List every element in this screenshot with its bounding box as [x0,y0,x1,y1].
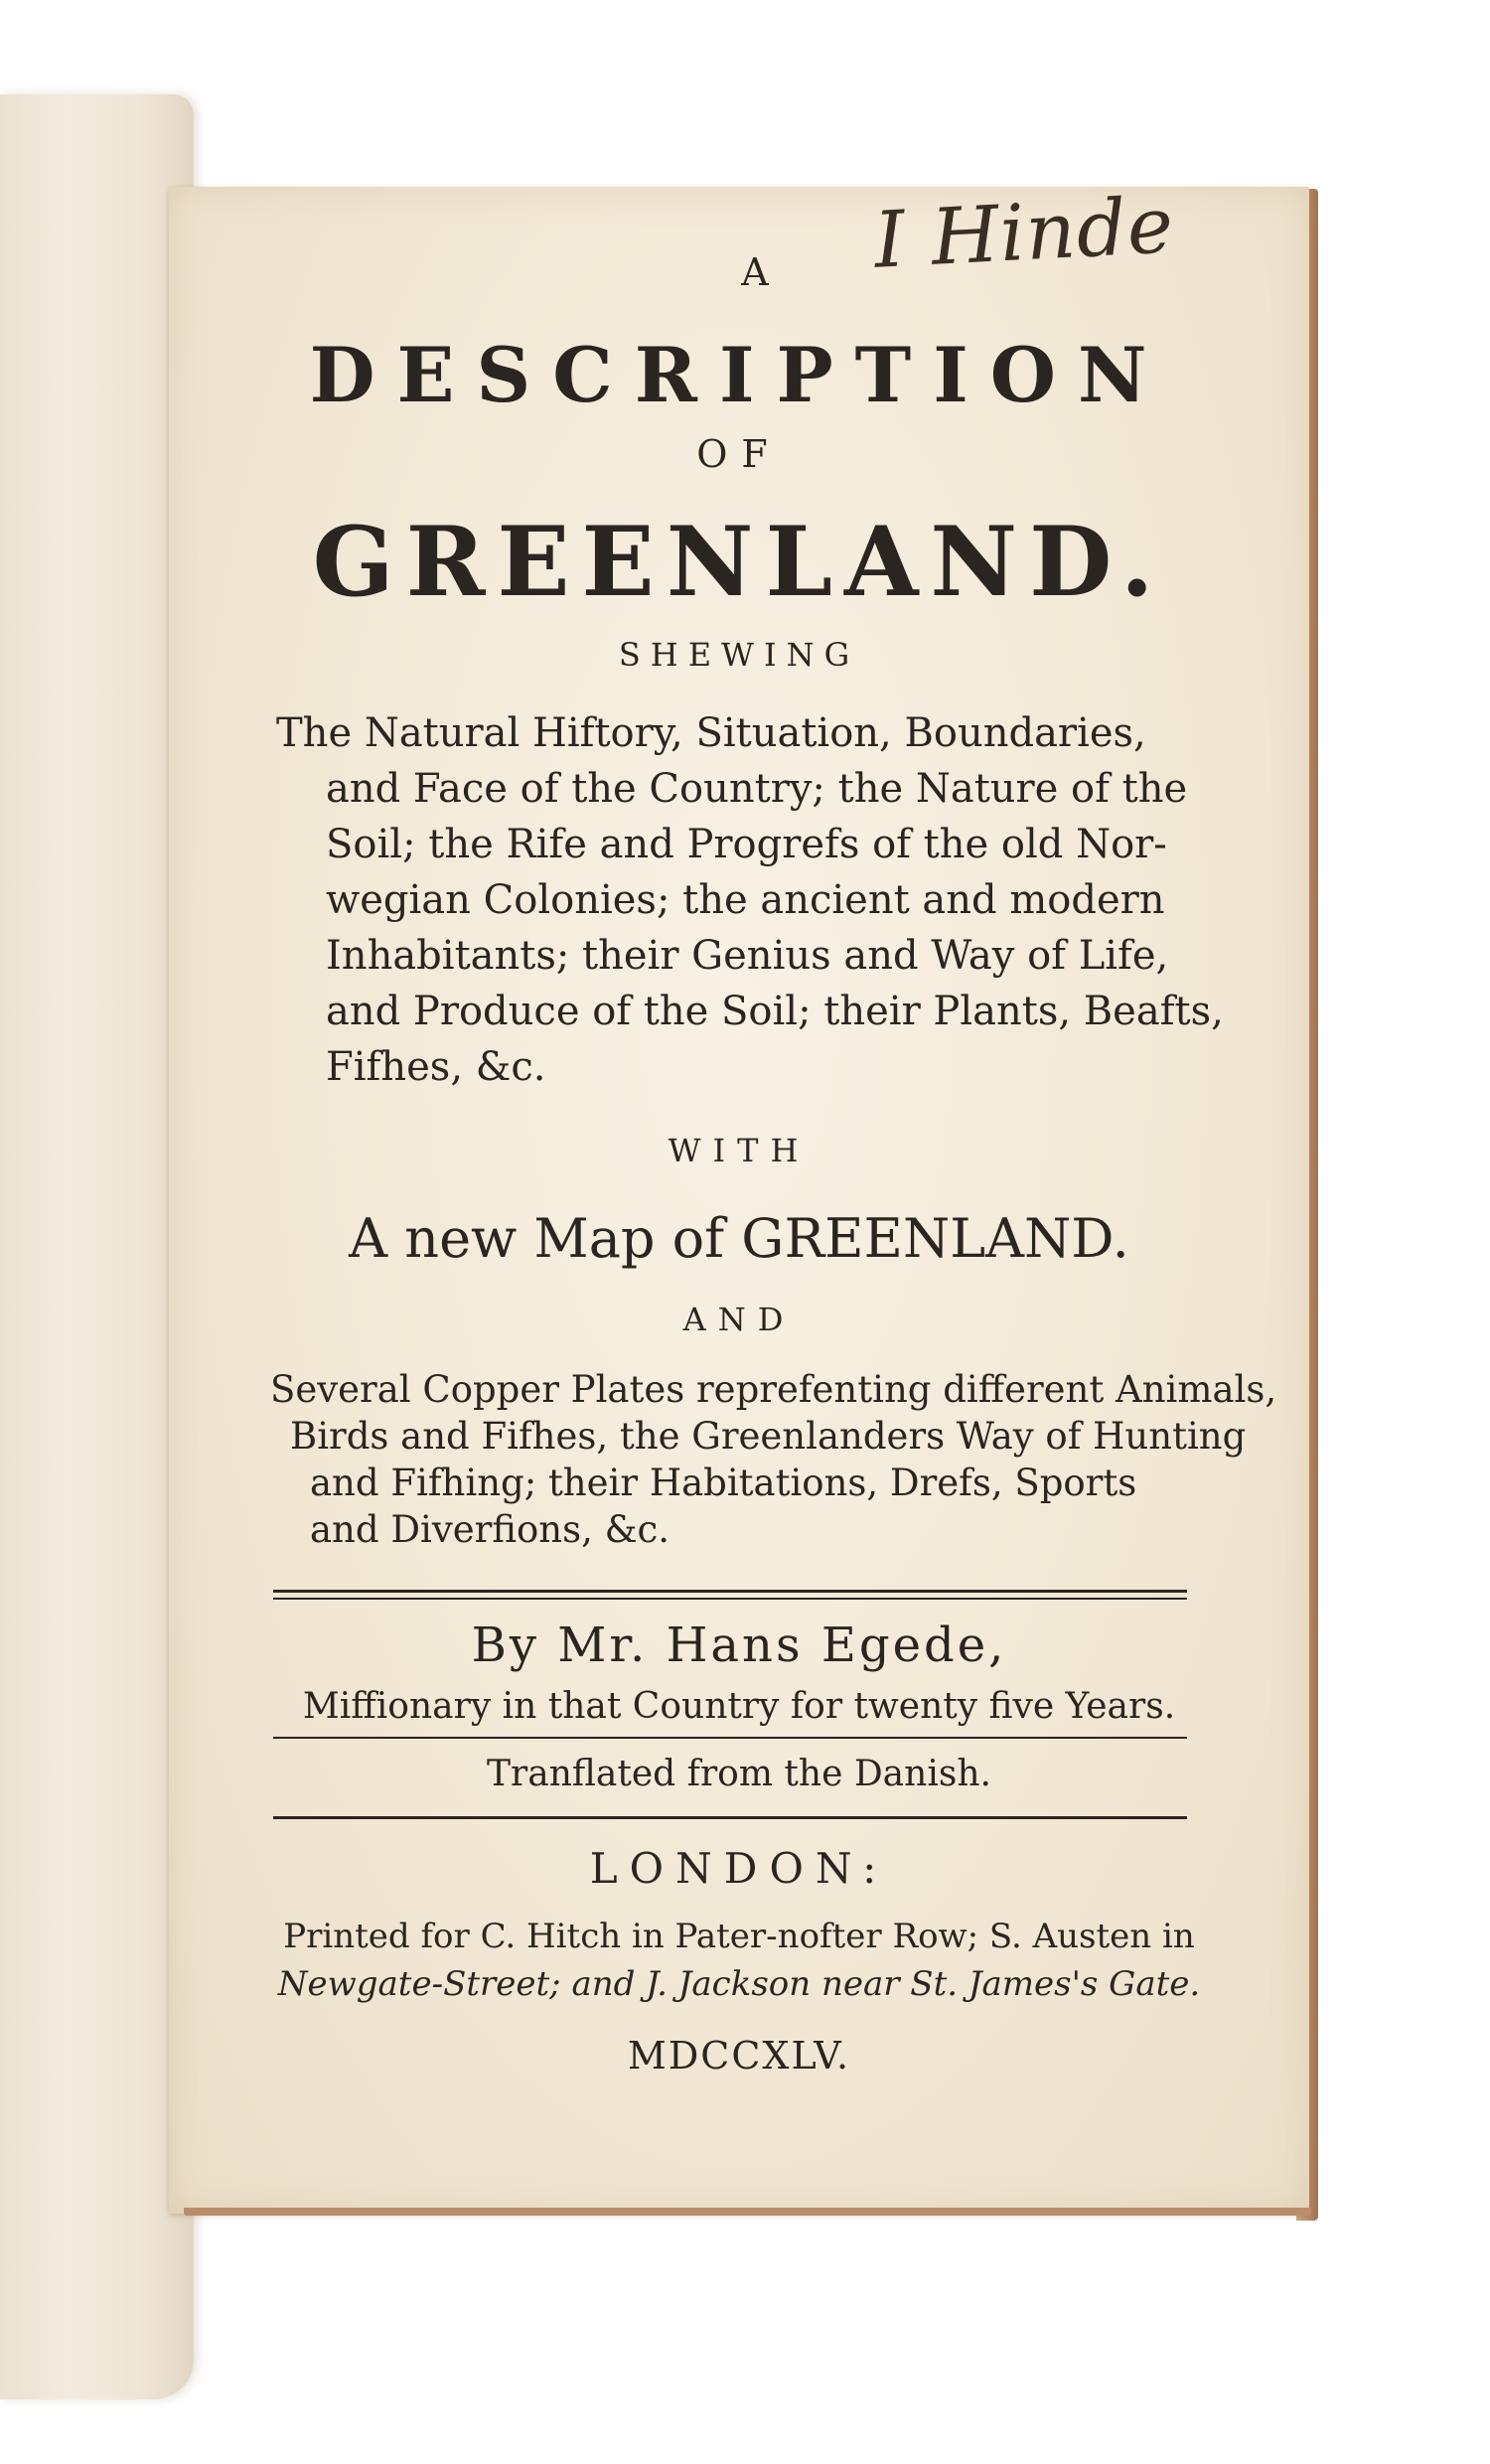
title-of: OF [696,432,782,476]
plates-line: Several Copper Plates reprefenting different Animals, [270,1368,1277,1411]
summary-line: The Natural Hiftory, Situation, Boundaries, [276,710,1146,756]
title-a: A [741,250,769,294]
plates-line: and Fifhing; their Habitations, Drefs, Sports [310,1462,1137,1504]
place-line: LONDON: [589,1844,889,1893]
plates-line: Birds and Fifhes, the Greenlanders Way of Hunting [290,1415,1247,1458]
with-label: WITH [668,1132,811,1169]
page-bottom-edge [184,2208,1311,2216]
summary-line: and Produce of the Soil; their Plants, Beafts, [326,989,1224,1034]
summary-line: Fifhes, &c. [326,1044,546,1090]
translated-line: Tranflated from the Danish. [487,1754,991,1794]
map-line: A new Map of GREENLAND. [349,1207,1129,1270]
year-line: MDCCXLV. [627,2034,851,2078]
title-description: DESCRIPTION [309,331,1169,419]
summary-line: wegian Colonies; the ancient and modern [326,877,1165,923]
title-page [169,187,1309,2214]
shewing-label: SHEWING [618,636,860,674]
rule-middle [273,1737,1187,1739]
title-greenland: GREENLAND. [312,506,1166,618]
author-line: By Mr. Hans Egede, [471,1617,1007,1673]
ownership-signature: I Hinde [871,181,1177,286]
summary-line: Soil; the Rife and Progrefs of the old Nor- [326,822,1167,867]
summary-line: Inhabitants; their Genius and Way of Life, [326,933,1169,979]
plates-line: and Diverfions, &c. [310,1508,670,1551]
rule-top-inner [273,1598,1187,1600]
summary-line: and Face of the Country; the Nature of the [326,766,1188,812]
rule-bottom [273,1816,1187,1819]
imprint-line-2: Newgate-Street; and J. Jackson near St. James's Gate. [277,1964,1201,2004]
rule-top [273,1590,1187,1593]
missionary-line: Miffionary in that Country for twenty five Years. [302,1686,1176,1727]
and-label: AND [682,1301,796,1338]
imprint-line-1: Printed for C. Hitch in Pater-nofter Row; S. Austen in [283,1917,1195,1956]
facing-page [0,94,194,2399]
